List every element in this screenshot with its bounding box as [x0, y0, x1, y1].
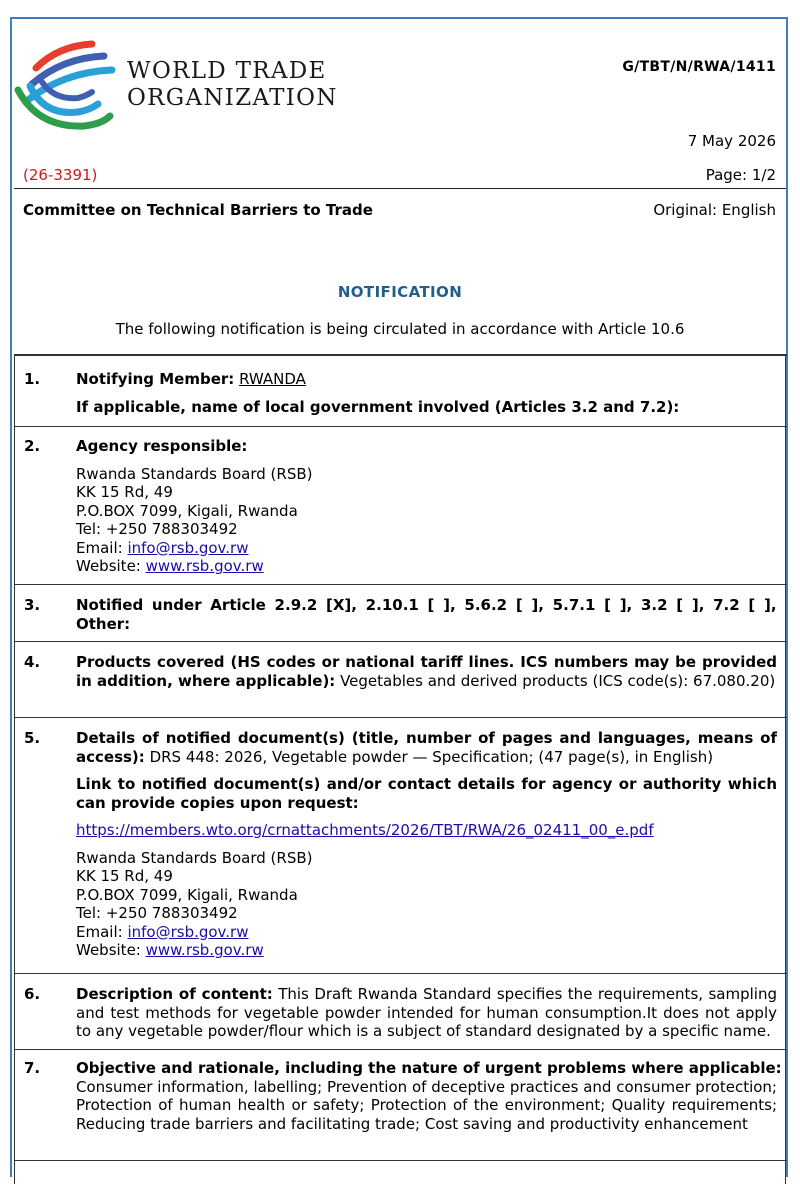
document-number: (26-3391) [23, 166, 98, 184]
notifying-member-label: Notifying Member: [76, 370, 235, 388]
contact-tel: Tel: +250 788303492 [76, 904, 238, 922]
item-content [76, 370, 777, 416]
org-name-line2: ORGANIZATION [127, 85, 338, 111]
contact-email-line [76, 923, 777, 942]
notification-table [14, 354, 786, 1184]
contact-website-line [76, 941, 777, 960]
agency-email-line [76, 539, 777, 558]
document-details-value: DRS 448: 2026, Vegetable powder — Specification; (47 page(s), in English) [144, 747, 714, 766]
item-number: 5. [24, 729, 41, 747]
item-row-6 [15, 973, 785, 1049]
item-content [76, 729, 777, 960]
notifying-member-value: RWANDA [239, 370, 306, 388]
agency-website-line [76, 557, 777, 576]
agency-label: Agency responsible: [76, 437, 248, 455]
original-language: Original: English [653, 201, 776, 219]
item-content [76, 1059, 782, 1133]
contact-name: Rwanda Standards Board (RSB) [76, 848, 313, 867]
description-label: Description of content: [76, 985, 273, 1003]
item-content [76, 985, 777, 1041]
item-row-5 [15, 717, 785, 973]
agency-tel: Tel: +250 788303492 [76, 520, 238, 538]
item-row-3 [15, 584, 785, 641]
org-name-line1: WORLD TRADE [127, 58, 327, 84]
item-content [76, 653, 777, 690]
agency-pobox: P.O.BOX 7099, Kigali, Rwanda [76, 501, 298, 520]
item-number: 6. [24, 985, 41, 1003]
email-label: Email: [76, 538, 128, 557]
website-label: Website: [76, 941, 146, 959]
email-label: Email: [76, 922, 128, 941]
document-date: 7 May 2026 [687, 132, 776, 150]
contact-email-link[interactable]: info@rsb.gov.rw [127, 922, 249, 941]
header-divider [14, 188, 786, 189]
item-row-2 [15, 426, 785, 584]
committee-name: Committee on Technical Barriers to Trade [23, 201, 373, 219]
objective-label: Objective and rationale, including the nature of urgent problems where applicable: [76, 1059, 782, 1077]
row-divider [14, 1160, 787, 1161]
document-details-label: Details of notified document(s) (title, number of pages and languages, means of access): [76, 729, 777, 766]
description-value: This Draft Rwanda Standard specifies the requirements, sampling and test methods for vegetable powder intended for human consumption.It does not apply to any vegetable powder/flour which is a subject of standard designated by a specific name. [76, 985, 777, 1040]
item-content [76, 437, 777, 576]
contact-street: KK 15 Rd, 49 [76, 867, 173, 885]
link-label: Link to notified document(s) and/or contact details for agency or authority which can provide copies upon request: [76, 775, 777, 812]
item-row-4 [15, 641, 785, 717]
item-number: 3. [24, 596, 41, 614]
contact-pobox: P.O.BOX 7099, Kigali, Rwanda [76, 885, 298, 904]
item-number: 4. [24, 653, 41, 671]
notified-other-line: Other: [76, 614, 131, 633]
products-covered-label: Products covered (HS codes or national tariff lines. ICS numbers may be provided in addition, where applicable): [76, 653, 777, 690]
agency-street: KK 15 Rd, 49 [76, 483, 173, 501]
item-number: 7. [24, 1059, 41, 1077]
agency-email-link[interactable]: info@rsb.gov.rw [127, 538, 249, 557]
item-content [76, 596, 777, 633]
organization-name [127, 58, 338, 112]
agency-name: Rwanda Standards Board (RSB) [76, 464, 313, 483]
item-number: 2. [24, 437, 41, 455]
item-number: 1. [24, 370, 41, 388]
products-covered-value: Vegetables and derived products (ICS code(s): 67.080.20) [335, 671, 776, 690]
page-number: Page: 1/2 [705, 166, 776, 184]
agency-website-link[interactable]: www.rsb.gov.rw [145, 557, 264, 575]
notified-document-link[interactable]: https://members.wto.org/crnattachments/2026/TBT/RWA/26_02411_00_e.pdf [76, 821, 654, 839]
notified-article-line: Notified under Article 2.9.2 [X], 2.10.1 [ ], 5.6.2 [ ], 5.7.1 [ ], 3.2 [ ], 7.2 [ ], [76, 596, 777, 614]
website-label: Website: [76, 557, 146, 575]
circulation-statement: The following notification is being circulated in accordance with Article 10.6 [115, 320, 685, 338]
document-symbol: G/TBT/N/RWA/1411 [622, 59, 776, 75]
item-row-1 [15, 354, 785, 426]
local-government-label: If applicable, name of local government involved (Articles 3.2 and 7.2): [76, 397, 680, 416]
wto-logo [12, 38, 122, 134]
item-row-7 [15, 1049, 785, 1159]
objective-value: Consumer information, labelling; Prevention of deceptive practices and consumer protection; Protection of human health or safety; Protection of the environment; Quality requirements; Reducing trade barriers and facilitating trade; Cost saving and productivity enhancement [76, 1077, 777, 1133]
contact-website-link[interactable]: www.rsb.gov.rw [145, 941, 264, 959]
notification-title: NOTIFICATION [337, 283, 463, 301]
